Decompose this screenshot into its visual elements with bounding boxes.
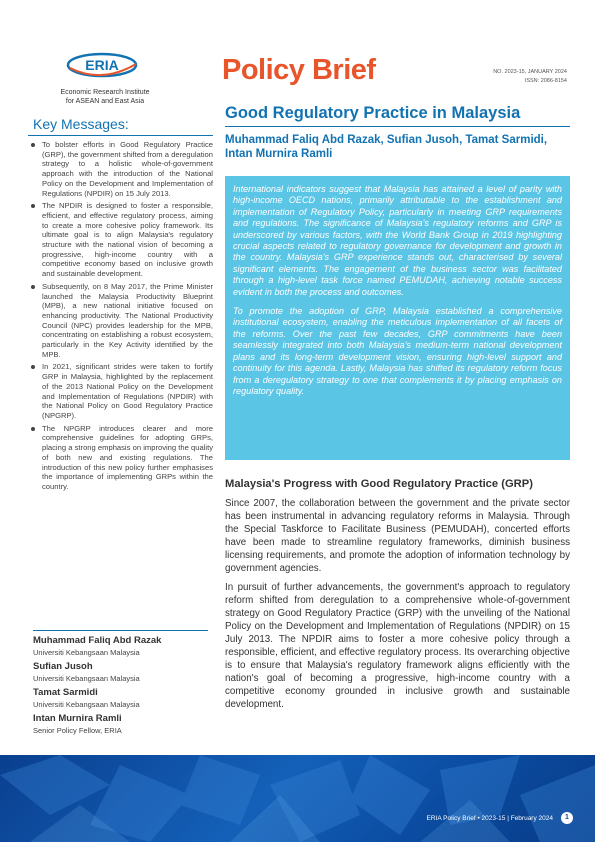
key-message-text: In 2021, significant strides were taken to fortify GRP in Malaysia, highlighted by the replacement of the 2013 National Policy on the Development and Implementation of Regulations (NPDIR) with the National Policy on Good Regulatory Practice (NPGRP). bbox=[42, 362, 213, 420]
brief-issn: ISSN: 2086-8154 bbox=[524, 78, 567, 84]
institute-name bbox=[40, 88, 170, 106]
logo-text: ERIA bbox=[85, 57, 119, 73]
institute-line-2: for ASEAN and East Asia bbox=[65, 98, 145, 105]
policy-brief-label: Policy Brief bbox=[222, 54, 376, 86]
summary-paragraph: To promote the adoption of GRP, Malaysia established a comprehensive institutional ecosystem, enabling the meticulous implementation of all facets of the reforms. Over the past few decades, GRP commitments have been seamlessly integrated into both Malaysia's medium-term national development plans and its long-term development vision, ensuring high-level support and continuity for this agenda. Lastly, Malaysia has shifted its regulatory reform focus from a deregulatory strategy to one that complements it by placing emphasis on regulatory quality. bbox=[233, 306, 562, 396]
body-paragraph: In pursuit of further advancements, the government's approach to regulatory reform shifted from deregulation to a comprehensive whole-of-government strategy on Good Regulatory Practice (GRP) with the unveiling of the National Policy on the Development and Implementation of Regulations (NPDIR) on 15 July 2013. The NPDIR aims to foster a more cohesive policy through a responsible, efficient, and effective regulatory process. Its overarching objective is to ensure that Malaysia's regulatory framework aligns efficiently with the nation's goal of becoming a progressive, high-income country with a competitive economy grounded in inclusive growth and sustainable development. bbox=[225, 582, 570, 710]
author-block bbox=[33, 630, 213, 735]
bullet-icon bbox=[31, 143, 35, 147]
key-messages-list bbox=[28, 140, 213, 495]
section-heading: Malaysia's Progress with Good Regulatory Practice (GRP) bbox=[225, 478, 533, 490]
body-paragraph: Since 2007, the collaboration between the government and the private sector has been instrumental in advancing regulatory reforms in Malaysia. Through the Special Taskforce to Facilitate Business (PEMUDAH), concerted efforts have been made to streamline regulatory frameworks, diminish business licensing requirements, and promote the adoption of information technology by government agencies. bbox=[225, 498, 570, 574]
key-message-item bbox=[28, 140, 213, 198]
footer-text: ERIA Policy Brief • 2023-15 | February 2024 bbox=[426, 815, 553, 822]
author-divider bbox=[33, 630, 208, 631]
eria-logo bbox=[62, 48, 142, 86]
brief-meta bbox=[493, 68, 567, 86]
bullet-icon bbox=[31, 285, 35, 289]
key-messages-divider bbox=[28, 135, 213, 136]
section-body bbox=[225, 497, 570, 717]
key-message-text: The NPDIR is designed to foster a responsible, efficient, and effective regulatory process, aiming to create a more cohesive policy framework. Its ultimate goal is to align Malaysia's regulatory structure with the national vision of becoming a progressive, high-income country with a competitive economy based on inclusive growth and sustainable development. bbox=[42, 201, 213, 279]
institute-line-1: Economic Research Institute bbox=[60, 89, 150, 96]
author-affiliation: Universiti Kebangsaan Malaysia bbox=[33, 648, 140, 657]
summary-box bbox=[225, 176, 570, 460]
key-message-item bbox=[28, 424, 213, 492]
key-message-item bbox=[28, 362, 213, 420]
page-number: 1 bbox=[561, 812, 573, 824]
author-name: Tamat Sarmidi bbox=[33, 687, 98, 698]
key-message-text: To bolster efforts in Good Regulatory Practice (GRP), the government shifted from a deregulation strategy to a holistic whole-of-government approach with the introduction of the National Policy on the Development and Implementation of Regulations (NPDIR) on 15 July 2013. bbox=[42, 140, 213, 198]
author-affiliation: Universiti Kebangsaan Malaysia bbox=[33, 700, 140, 709]
bullet-icon bbox=[31, 427, 35, 431]
author-name: Sufian Jusoh bbox=[33, 661, 93, 672]
key-messages-title: Key Messages: bbox=[33, 116, 129, 132]
key-message-text: Subsequently, on 8 May 2017, the Prime Minister launched the Malaysia Productivity Blueprint (MPB), a new national initiative focused on enhancing productivity. The National Productivity Council (NPC) provides leadership for the MPB, concentrating on establishing a robust ecosystem, particularly in the Key Activity identified by the MPB. bbox=[42, 281, 213, 359]
document-title: Good Regulatory Practice in Malaysia bbox=[225, 104, 521, 122]
summary-paragraph: International indicators suggest that Malaysia has attained a level of parity with high-income OECD nations, primarily attributable to the establishment and implementation of Regulatory Policy, particularly in meeting GRP requirements and regulations. The significance of Malaysia's regulatory reforms and GRP is underscored by various factors, with the World Bank Group in 2019 highlighting crucial aspects related to regulatory governance for development and growth in the country. Malaysia's GRP experience stands out, characterised by several significant elements. The engagement of the business sector was facilitated through a high-level task force named PEMUDAH, achieving notable success evident in both the process and outcomes. bbox=[233, 184, 562, 297]
key-message-item bbox=[28, 201, 213, 279]
author-affiliation: Senior Policy Fellow, ERIA bbox=[33, 726, 122, 735]
key-message-text: The NPGRP introduces clearer and more comprehensive guidelines for adopting GRPs, placing a strong emphasis on improving the quality of both new and existing regulations. The introduction of this new policy further emphasises the importance of implementing GRPs within the country. bbox=[42, 423, 213, 491]
bullet-icon bbox=[31, 204, 35, 208]
key-message-item bbox=[28, 282, 213, 360]
author-affiliation: Universiti Kebangsaan Malaysia bbox=[33, 674, 140, 683]
footer-pattern bbox=[0, 755, 595, 842]
header-authors: Muhammad Faliq Abd Razak, Sufian Jusoh, Tamat Sarmidi, Intan Murnira Ramli bbox=[225, 134, 548, 160]
brief-number: NO. 2023-15, JANUARY 2024 bbox=[493, 69, 567, 75]
author-name: Intan Murnira Ramli bbox=[33, 713, 122, 724]
author-name: Muhammad Faliq Abd Razak bbox=[33, 635, 162, 646]
bullet-icon bbox=[31, 365, 35, 369]
title-divider bbox=[225, 126, 570, 127]
footer-banner bbox=[0, 755, 595, 842]
